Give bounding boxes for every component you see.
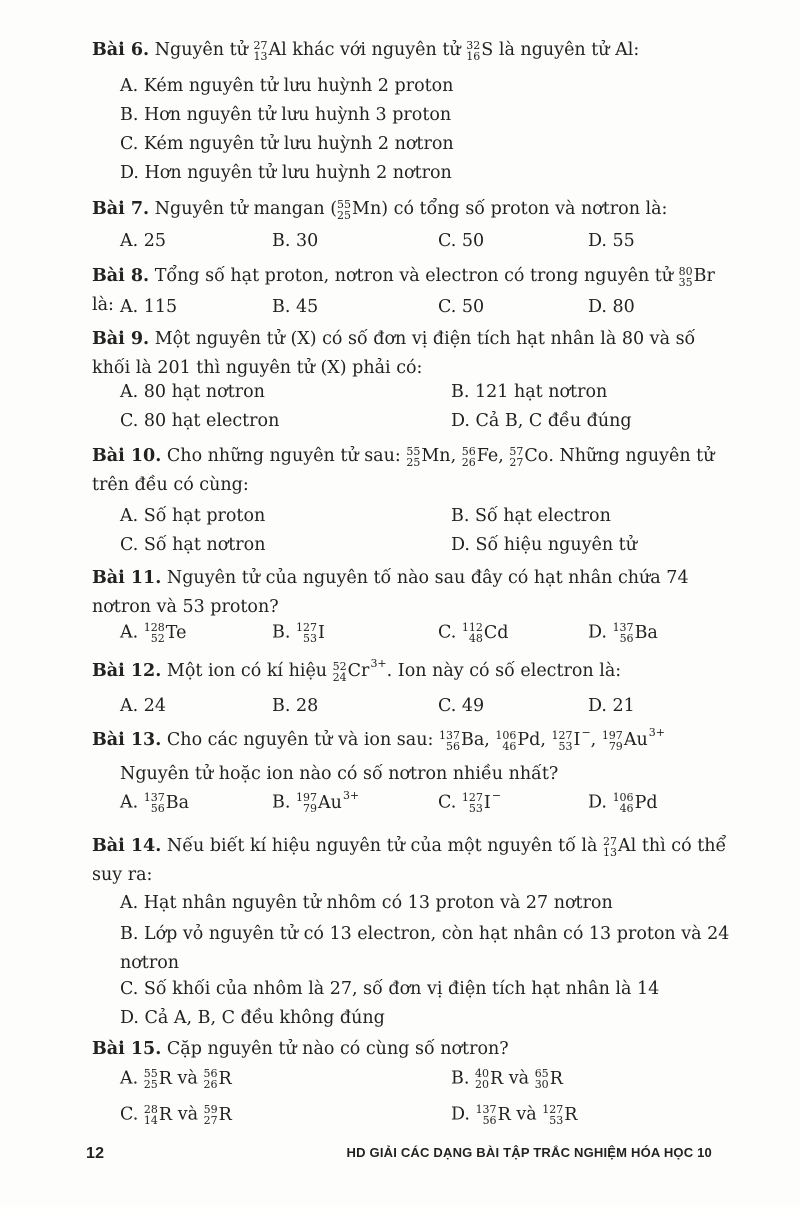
option-b: B. 40 20 R và 65 30 R <box>451 1067 563 1091</box>
element-symbol: I <box>573 730 581 750</box>
atomic-number: 25 <box>337 208 352 222</box>
mass-number: 197 <box>601 728 623 742</box>
element-symbol: R <box>490 1069 504 1089</box>
mass-number: 127 <box>296 621 318 634</box>
question-number: Bài 14. <box>92 836 162 857</box>
option-a: A. 55 25 R và 56 26 R <box>120 1067 232 1091</box>
mass-number: 27 <box>603 834 618 848</box>
isotope <box>602 726 665 755</box>
atomic-number: 53 <box>558 739 573 753</box>
element-symbol: Ba <box>165 793 190 813</box>
mass-number: 65 <box>534 1067 549 1080</box>
mass-number: 55 <box>406 444 421 458</box>
atomic-number: 53 <box>549 1114 564 1127</box>
atomic-number: 26 <box>461 455 476 469</box>
isotope <box>337 195 381 224</box>
isotope <box>603 832 636 861</box>
element-symbol: Cr <box>347 661 370 681</box>
option-a: A. Kém nguyên tử lưu huỳnh 2 proton <box>120 76 454 96</box>
mass-number: 106 <box>495 728 517 742</box>
option-c: C. Số hạt nơtron <box>120 535 266 555</box>
option-d: D. 21 <box>588 696 635 716</box>
option-c: C. 80 hạt electron <box>120 411 280 431</box>
atomic-number: 48 <box>468 632 483 645</box>
atomic-number: 27 <box>203 1114 218 1127</box>
option-c: C. 49 <box>438 696 485 716</box>
option-c: C. 127 53 I − <box>438 788 502 815</box>
question-12: Bài 12. Một ion có kí hiệu 52 24 Cr 3+ . Ion này có số electron là: <box>92 657 730 686</box>
isotope <box>462 622 509 644</box>
atomic-number: 79 <box>303 802 318 815</box>
atomic-number: 25 <box>143 1078 158 1091</box>
element-symbol: S <box>481 40 494 60</box>
element-symbol: Ba <box>460 730 485 750</box>
option-d: D. 137 56 Ba <box>588 621 658 645</box>
option-a: A. 80 hạt nơtron <box>120 382 265 402</box>
question-13-line2: Nguyên tử hoặc ion nào có số nơtron nhiều nhất? <box>120 764 559 784</box>
option-a: A. 137 56 Ba <box>120 791 190 815</box>
element-symbol: I <box>318 623 325 643</box>
element-symbol: Al <box>268 40 287 60</box>
mass-number: 137 <box>612 621 634 634</box>
atomic-number: 56 <box>150 802 165 815</box>
atomic-number: 26 <box>203 1078 218 1091</box>
atomic-number: 13 <box>253 49 268 63</box>
ion-charge: − <box>491 788 502 802</box>
atomic-number: 52 <box>150 632 165 645</box>
isotope <box>679 262 715 291</box>
option-d: D. 137 56 R và 127 53 R <box>451 1103 578 1127</box>
isotope <box>535 1068 563 1090</box>
mass-number: 127 <box>542 1103 564 1116</box>
ion-charge: 3+ <box>370 657 387 670</box>
mass-number: 137 <box>475 1103 497 1116</box>
mass-number: 197 <box>296 791 318 804</box>
isotope <box>495 726 540 755</box>
option-c: C. 50 <box>438 297 485 317</box>
isotope <box>333 657 387 686</box>
isotope <box>613 792 658 814</box>
option-b: B. 45 <box>272 297 319 317</box>
mass-number: 32 <box>466 38 481 52</box>
atomic-number: 56 <box>482 1114 497 1127</box>
isotope <box>204 1104 232 1126</box>
option-d: D. 55 <box>588 231 635 251</box>
isotope <box>475 1068 503 1090</box>
atomic-number: 56 <box>445 739 460 753</box>
element-symbol: Cd <box>483 623 509 643</box>
element-symbol: R <box>549 1069 563 1089</box>
mass-number: 56 <box>461 444 476 458</box>
option-b: B. Số hạt electron <box>451 506 611 526</box>
atomic-number: 25 <box>406 455 421 469</box>
isotope <box>462 442 499 471</box>
atomic-number: 24 <box>332 670 347 684</box>
question-13: Bài 13. Cho các nguyên tử và ion sau: 137 56 Ba , 106 46 Pd , 127 53 I − , 197 79 Au 3+ <box>92 726 730 755</box>
question-11: Bài 11. Nguyên tử của nguyên tố nào sau đây có hạt nhân chứa 74 nơtron và 53 proton? <box>92 568 689 618</box>
option-b: B. 28 <box>272 696 319 716</box>
option-d: D. Cả B, C đều đúng <box>451 411 632 431</box>
question-number: Bài 13. <box>92 730 162 751</box>
option-c: C. 28 14 R và 59 27 R <box>120 1103 232 1127</box>
question-number: Bài 7. <box>92 199 150 220</box>
element-symbol: Al <box>618 836 637 856</box>
question-number: Bài 11. <box>92 568 162 588</box>
atomic-number: 46 <box>502 739 517 753</box>
atomic-number: 14 <box>143 1114 158 1127</box>
isotope <box>439 726 484 755</box>
atomic-number: 53 <box>468 802 483 815</box>
element-symbol: R <box>158 1105 173 1125</box>
mass-number: 128 <box>143 621 165 634</box>
mass-number: 55 <box>337 197 352 211</box>
page-number: 12 <box>86 1145 105 1162</box>
element-symbol: Fe <box>476 446 499 466</box>
element-symbol: Mn <box>421 446 451 466</box>
question-15: Bài 15. Cặp nguyên tử nào có cùng số nơtron? <box>92 1039 509 1059</box>
isotope <box>476 1104 511 1126</box>
option-d: D. Hơn nguyên tử lưu huỳnh 2 nơtron <box>120 163 452 183</box>
option-b: B. 127 53 I <box>272 621 325 645</box>
option-a: A. 128 52 Te <box>120 621 187 645</box>
mass-number: 28 <box>143 1103 158 1116</box>
option-a: A. Hạt nhân nguyên tử nhôm có 13 proton và 27 nơtron <box>120 893 613 913</box>
option-d: D. Số hiệu nguyên tử <box>451 535 637 555</box>
atomic-number: 46 <box>619 802 634 815</box>
atomic-number: 53 <box>303 632 318 645</box>
ion-charge: 3+ <box>648 726 665 739</box>
atomic-number: 56 <box>619 632 634 645</box>
mass-number: 57 <box>509 444 524 458</box>
element-symbol: Pd <box>634 793 658 813</box>
element-symbol: Br <box>693 266 715 286</box>
isotope <box>144 792 189 814</box>
mass-number: 106 <box>612 791 634 804</box>
isotope <box>144 1104 172 1126</box>
element-symbol: Pd <box>517 730 541 750</box>
mass-number: 112 <box>461 621 483 634</box>
mass-number: 52 <box>332 659 347 673</box>
isotope <box>542 1104 577 1126</box>
isotope <box>144 622 187 644</box>
option-c: C. 50 <box>438 231 485 251</box>
question-9: Bài 9. Một nguyên tử (X) có số đơn vị điện tích hạt nhân là 80 và số khối là 201 thì nguyên tử (X) phải có: <box>92 329 696 379</box>
element-symbol: Au <box>318 793 342 813</box>
option-b: B. 121 hạt nơtron <box>451 382 608 402</box>
isotope <box>509 442 548 471</box>
question-6: Bài 6. Nguyên tử 27 13 Al khác với nguyên tử 32 16 S là nguyên tử Al: <box>92 36 730 65</box>
element-symbol: R <box>218 1105 232 1125</box>
question-14: Bài 14. Nếu biết kí hiệu nguyên tử của một nguyên tố là 27 13 Al thì có thể suy ra: <box>92 832 730 891</box>
option-c: C. Số khối của nhôm là 27, số đơn vị điện tích hạt nhân là 14 <box>120 979 660 999</box>
mass-number: 137 <box>438 728 460 742</box>
option-a: A. 115 <box>120 297 178 317</box>
question-number: Bài 15. <box>92 1039 162 1059</box>
question-10: Bài 10. Cho những nguyên tử sau: 55 25 Mn , 56 26 Fe , 57 27 Co . Những nguyên tử trên đều có cùng: <box>92 442 730 501</box>
question-number: Bài 9. <box>92 329 150 349</box>
mass-number: 59 <box>203 1103 218 1116</box>
ion-charge: − <box>581 726 591 739</box>
option-d: D. 80 <box>588 297 635 317</box>
option-a: A. Số hạt proton <box>120 506 266 526</box>
atomic-number: 35 <box>678 275 693 289</box>
option-b: B. Hơn nguyên tử lưu huỳnh 3 proton <box>120 105 452 125</box>
atomic-number: 27 <box>509 455 524 469</box>
atomic-number: 30 <box>534 1078 549 1091</box>
element-symbol: R <box>497 1105 511 1125</box>
element-symbol: Mn <box>352 199 382 219</box>
atomic-number: 79 <box>608 739 623 753</box>
mass-number: 40 <box>475 1067 490 1080</box>
atomic-number: 13 <box>603 845 618 859</box>
question-number: Bài 8. <box>92 266 150 287</box>
element-symbol: Ba <box>634 623 658 643</box>
option-a: A. 24 <box>120 696 167 716</box>
book-title: HD GIẢI CÁC DẠNG BÀI TẬP TRẮC NGHIỆM HÓA HỌC 10 <box>346 1145 712 1160</box>
element-symbol: R <box>158 1069 172 1089</box>
element-symbol: Te <box>165 623 187 643</box>
element-symbol: Co <box>524 446 549 466</box>
mass-number: 137 <box>143 791 165 804</box>
question-number: Bài 10. <box>92 446 162 467</box>
question-7: Bài 7. Nguyên tử mangan ( 55 25 Mn ) có tổng số proton và nơtron là: <box>92 195 730 224</box>
atomic-number: 16 <box>466 49 481 63</box>
atomic-number: 20 <box>475 1078 490 1091</box>
mass-number: 127 <box>551 728 573 742</box>
isotope <box>406 442 450 471</box>
isotope <box>613 622 658 644</box>
mass-number: 127 <box>461 791 483 804</box>
option-b: B. Lớp vỏ nguyên tử có 13 electron, còn hạt nhân có 13 proton và 24 nơtron <box>120 924 730 974</box>
element-symbol: I <box>483 793 491 813</box>
question-number: Bài 6. <box>92 40 150 61</box>
option-d: D. Cả A, B, C đều không đúng <box>120 1008 385 1028</box>
question-8: Bài 8. Tổng số hạt proton, nơtron và electron có trong nguyên tử 80 35 Br là: <box>92 262 730 321</box>
isotope <box>203 1068 231 1090</box>
question-number: Bài 12. <box>92 661 162 682</box>
mass-number: 56 <box>203 1067 218 1080</box>
option-c: C. Kém nguyên tử lưu huỳnh 2 nơtron <box>120 134 454 154</box>
option-b: B. 197 79 Au 3+ <box>272 788 360 815</box>
ion-charge: 3+ <box>342 788 360 802</box>
isotope <box>253 36 286 65</box>
isotope <box>466 36 493 65</box>
option-a: A. 25 <box>120 231 167 251</box>
isotope <box>144 1068 172 1090</box>
option-b: B. 30 <box>272 231 319 251</box>
option-c: C. 112 48 Cd <box>438 621 509 645</box>
isotope <box>552 726 591 755</box>
isotope <box>296 622 325 644</box>
mass-number: 80 <box>678 264 693 278</box>
mass-number: 55 <box>143 1067 158 1080</box>
element-symbol: R <box>218 1069 232 1089</box>
mass-number: 27 <box>253 38 268 52</box>
isotope <box>296 788 360 815</box>
element-symbol: Au <box>623 730 648 750</box>
element-symbol: R <box>564 1105 578 1125</box>
option-d: D. 106 46 Pd <box>588 791 658 815</box>
